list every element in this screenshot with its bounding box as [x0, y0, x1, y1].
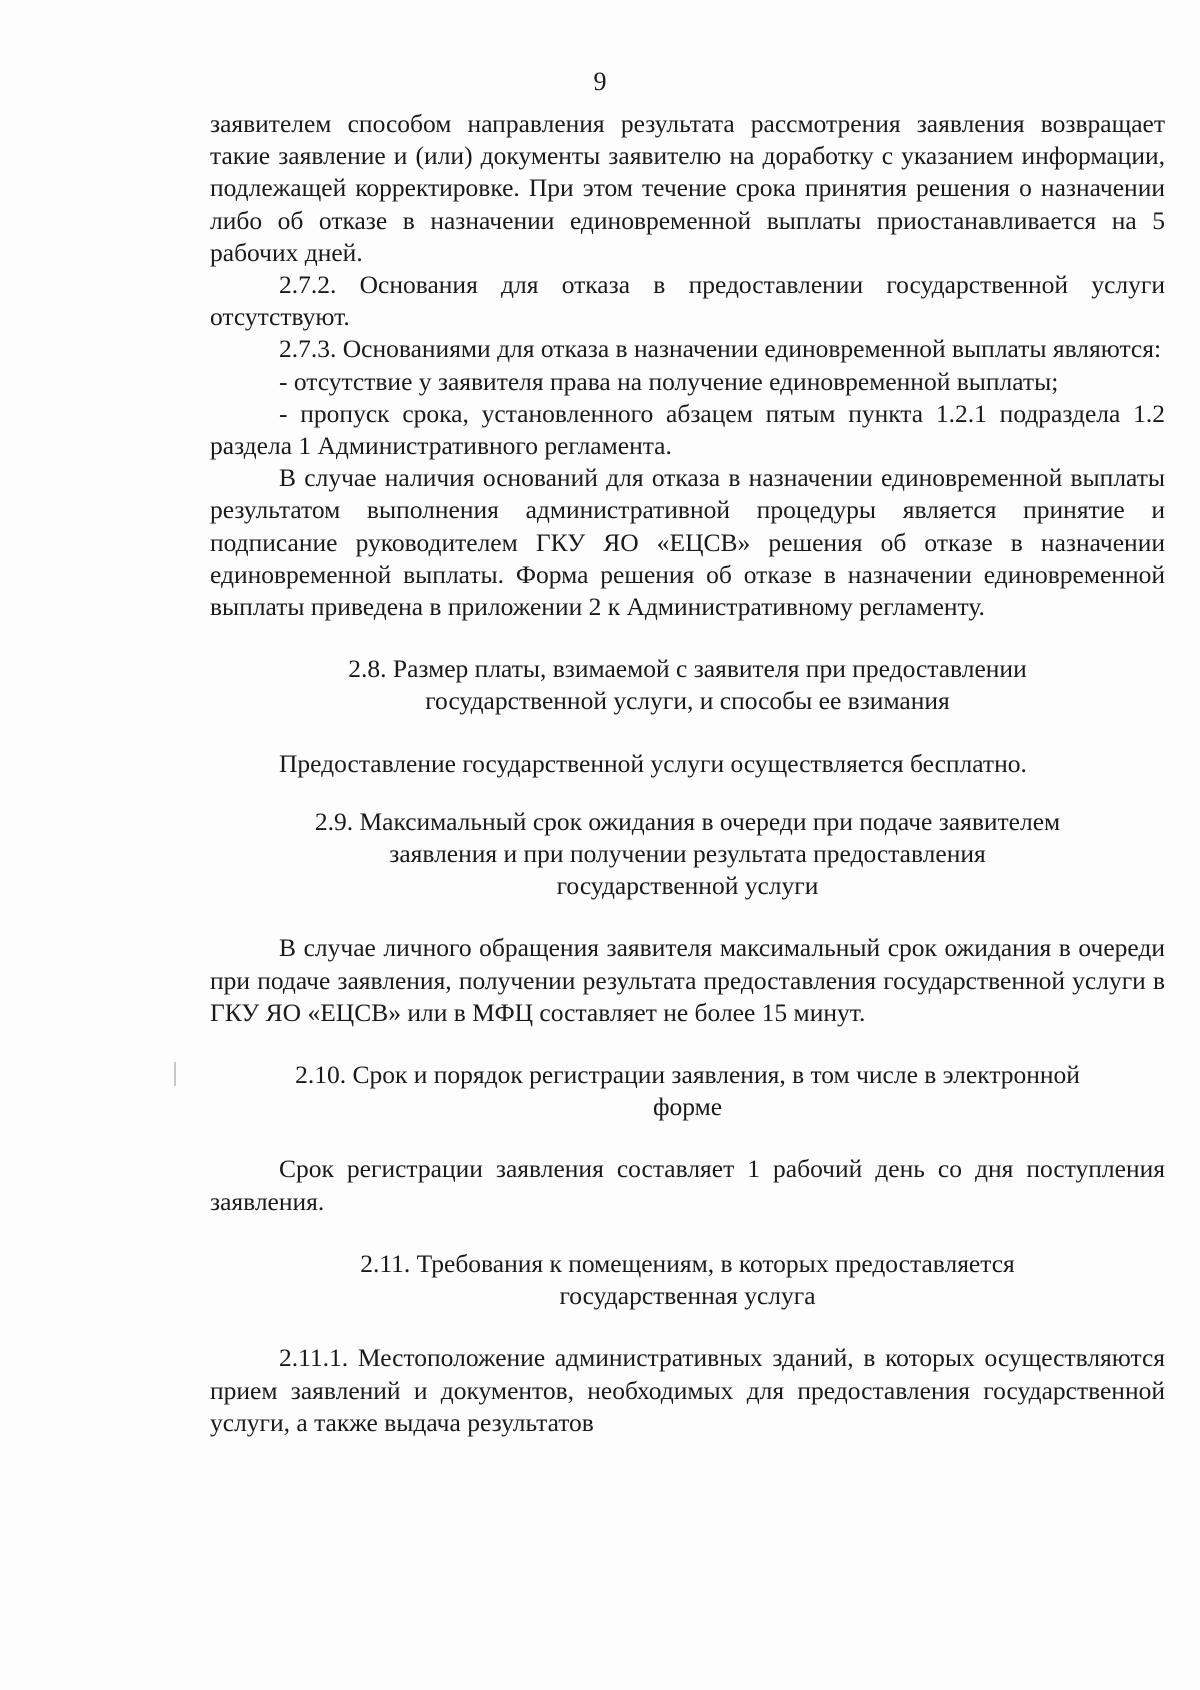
paragraph-free-of-charge: Предоставление государственной услуги осуществляется бесплатно. [279, 748, 1027, 778]
paragraph-refusal-decision: В случае наличия оснований для отказа в назначении единовременной выплаты результатом выполнения административной процедуры является принятие и подписание руководителем ГКУ ЯО «ЕЦСВ» решения об отказе в назначении единовременной выплаты. Форма решения об отказе в назначении единовременной выплаты приведена в приложении 2 к Административному регламенту. [210, 463, 1165, 622]
heading-2-11-line2: государственная услуга [559, 1281, 816, 1311]
paragraph-registration-term: Срок регистрации заявления составляет 1 рабочий день со дня поступления заявления. [210, 1154, 1165, 1216]
list-item-no-right: - отсутствие у заявителя права на получение единовременной выплаты; [279, 366, 1059, 396]
heading-2-11-line1: 2.11. Требования к помещениям, в которых предоставляется [360, 1248, 1015, 1278]
paragraph-continuation: заявителем способом направления результата рассмотрения заявления возвращает такие заявление и (или) документы заявителю на доработку с указанием информации, подлежащей корректировке. При этом течение срока принятия решения о назначении либо об отказе в назначении единовременной выплаты приостанавливается на 5 рабочих дней. [210, 109, 1165, 267]
paragraph-2-7-3: 2.7.3. Основаниями для отказа в назначении единовременной выплаты являются: [279, 334, 1162, 364]
document-body [210, 108, 1165, 1439]
paragraph-2-11-1: 2.11.1. Местоположение административных зданий, в которых осуществляются прием заявлений и документов, необходимых для предоставления государственной услуги, а также выдача результатов [210, 1343, 1165, 1437]
heading-2-8-line1: 2.8. Размер платы, взимаемой с заявителя при предоставлении [348, 654, 1027, 684]
paragraph-2-7-2: 2.7.2. Основания для отказа в предоставлении государственной услуги отсутствуют. [210, 270, 1165, 332]
heading-2-9-line1: 2.9. Максимальный срок ожидания в очереди при подаче заявителем [314, 806, 1061, 836]
page-number: 9 [593, 67, 607, 96]
heading-2-9-line3: государственной услуги [556, 871, 819, 901]
heading-2-9-line2: заявления и при получении результата предоставления [389, 839, 986, 869]
heading-2-8-line2: государственной услуги, и способы ее взимания [425, 686, 950, 716]
margin-mark [174, 1062, 176, 1086]
heading-2-10-line1: 2.10. Срок и порядок регистрации заявления, в том числе в электронной [295, 1060, 1080, 1090]
heading-2-10-line2: форме [652, 1092, 723, 1122]
paragraph-queue-time: В случае личного обращения заявителя максимальный срок ожидания в очереди при подаче заявления, получении результата предоставления государственной услуги в ГКУ ЯО «ЕЦСВ» или в МФЦ составляет не более 15 минут. [210, 933, 1165, 1027]
list-item-missed-deadline: - пропуск срока, установленного абзацем пятым пункта 1.2.1 подраздела 1.2 раздела 1 Административного регламента. [210, 398, 1165, 461]
